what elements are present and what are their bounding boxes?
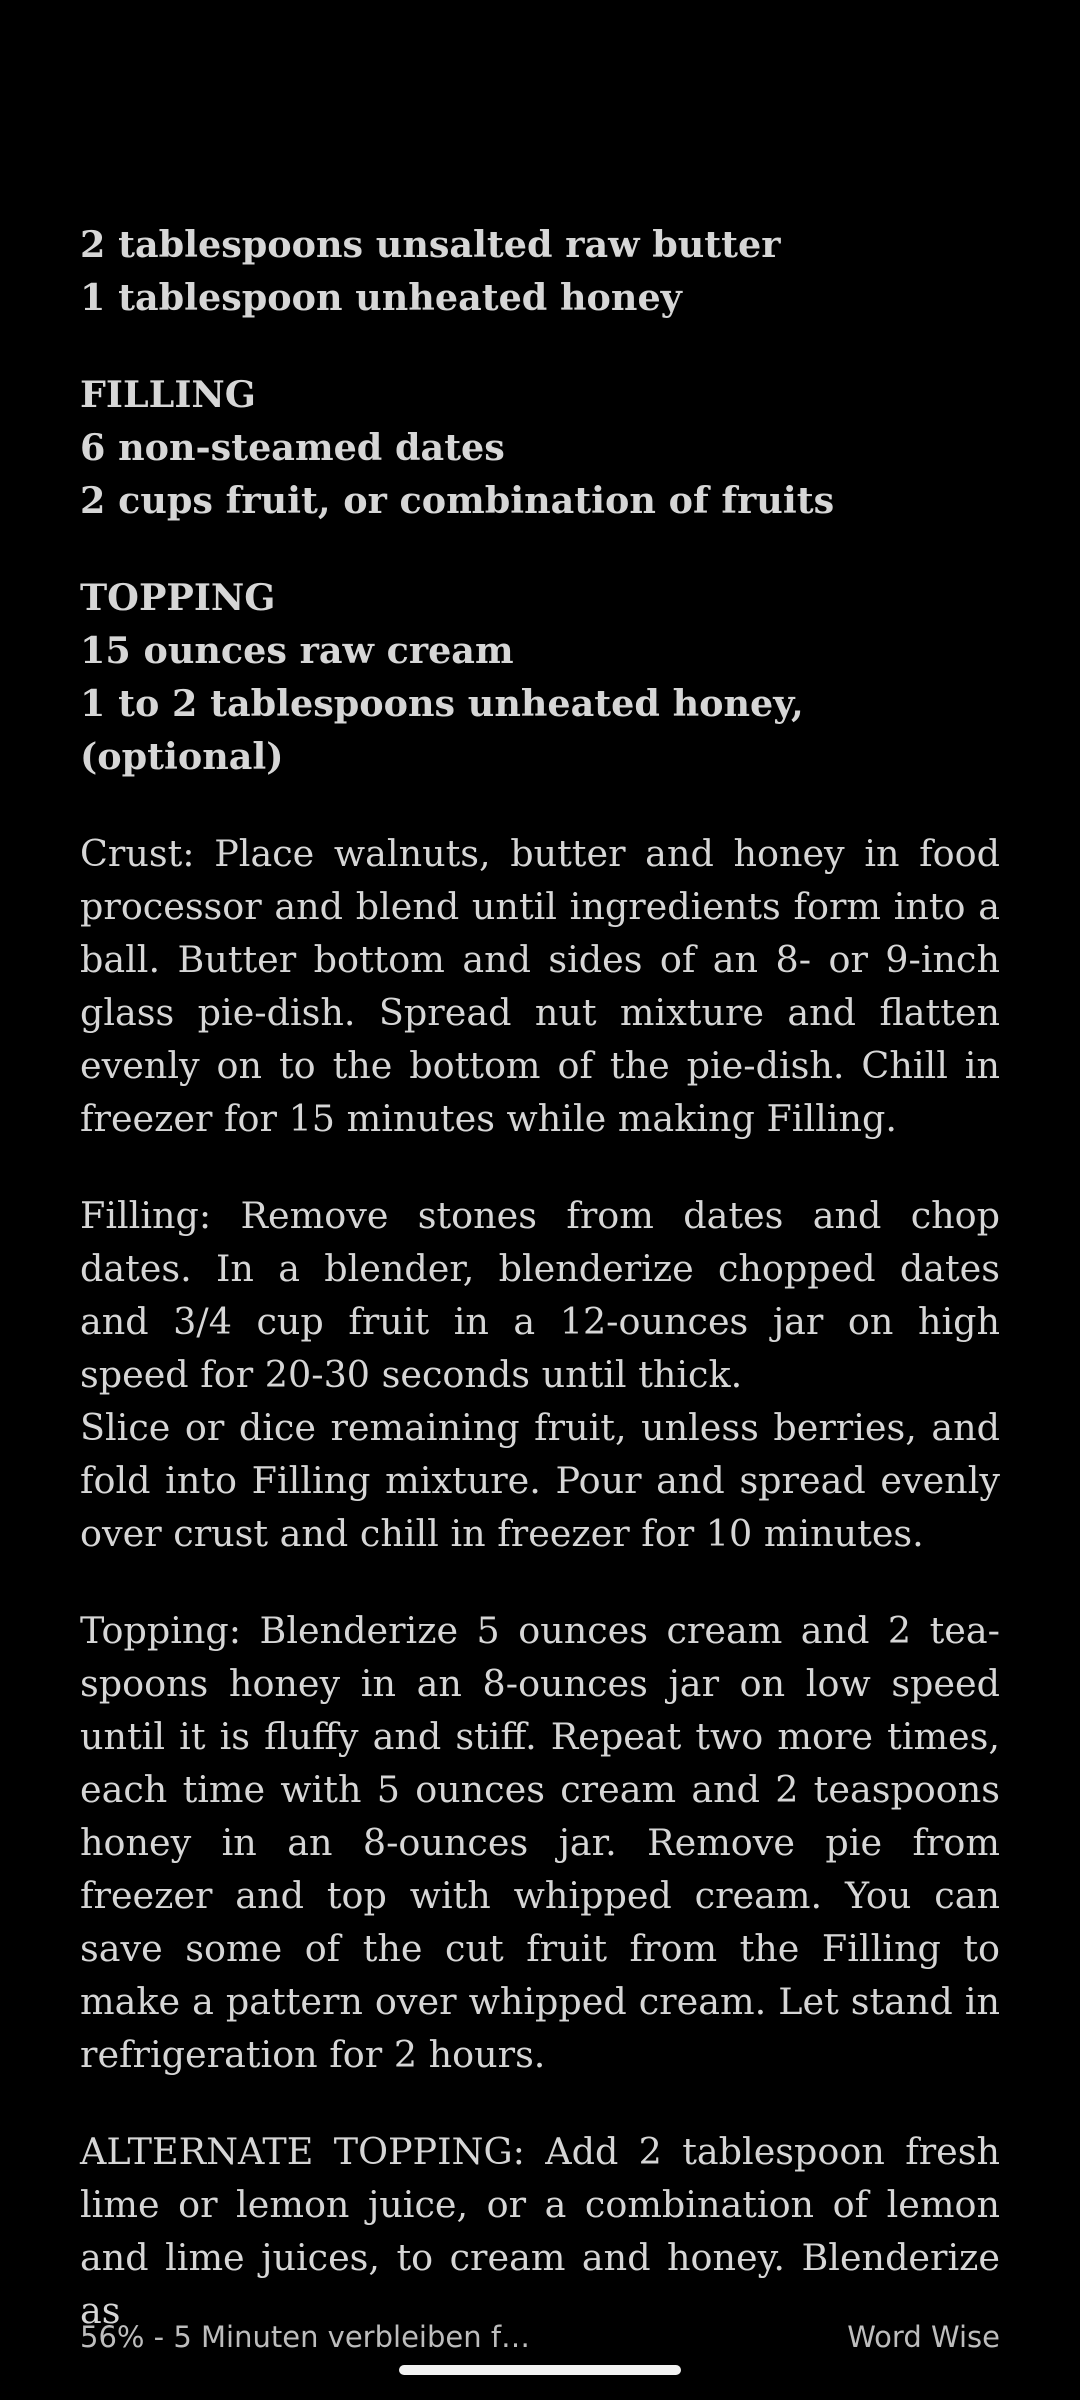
- filling-instructions-1: Filling: Remove stones from dates and chop dates. In a blender, blenderize chopped dates and 3/4 cup fruit in a 12-ounces jar on high speed for 20-30 seconds until thick.: [80, 1194, 1000, 1396]
- home-indicator[interactable]: [399, 2365, 681, 2375]
- crust-ingredients: [80, 218, 1000, 324]
- filling-heading: FILLING: [80, 373, 256, 416]
- ingredient-line: 1 tablespoon unheated honey: [80, 276, 682, 319]
- crust-instructions: Crust: Place walnuts, butter and honey in food processor and blend until ingredients form into a ball. Butter bottom and sides of an 8- or 9-inch glass pie-dish. Spread nut mixture and flatten evenly on to the bottom of the pie-dish. Chill in freezer for 15 minutes while making Filling.: [80, 832, 1000, 1140]
- ingredient-line: 1 to 2 tablespoons unheated honey, (optional): [80, 682, 804, 778]
- word-wise-label[interactable]: Word Wise: [847, 2320, 1000, 2354]
- topping-instructions: Topping: Blenderize 5 ounces cream and 2 teaspoons honey in an 8-ounces jar on low speed until it is fluffy and stiff. Repeat two more times, each time with 5 ounces cream and 2 teaspoons honey in an 8-ounces jar. Remove pie from freezer and top with whipped cream. You can save some of the cut fruit from the Filling to make a pattern over whipped cream. Let stand in refrigeration for 2 hours.: [80, 1609, 1000, 2076]
- reader-page[interactable]: [80, 218, 1000, 2381]
- ingredient-line: 15 ounces raw cream: [80, 629, 514, 672]
- ingredient-line: 2 tablespoons unsalted raw butter: [80, 223, 781, 266]
- reader-footer: [80, 2320, 1000, 2360]
- alternate-topping-instructions: ALTERNATE TOPPING: Add 2 tablespoon fresh lime or lemon juice, or a combination of lemon and lime juices, to cream and honey. Blenderize as: [80, 2130, 1000, 2332]
- ingredient-line: 2 cups fruit, or combination of fruits: [80, 479, 835, 522]
- topping-heading: TOPPING: [80, 576, 276, 619]
- filling-instructions-2: Slice or dice remaining fruit, unless berries, and fold into Filling mixture. Pour and spread evenly over crust and chill in freezer for 10 minutes.: [80, 1406, 1000, 1555]
- topping-ingredients: [80, 571, 1000, 783]
- reading-progress[interactable]: 56% - 5 Minuten verbleiben f…: [80, 2320, 531, 2354]
- filling-ingredients: [80, 368, 1000, 527]
- ingredient-line: 6 non-steamed dates: [80, 426, 505, 469]
